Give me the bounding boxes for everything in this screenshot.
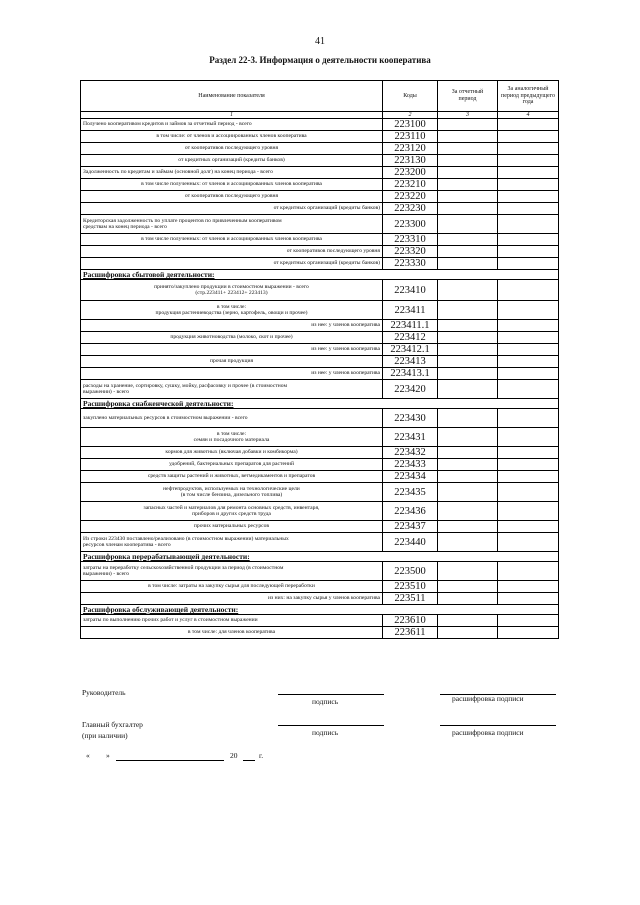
row-label: от кредитных организаций (кредиты банков) [81, 203, 383, 215]
previous-period-cell[interactable] [498, 215, 559, 234]
row-label: в том числе: семян и посадочного материала [81, 428, 383, 447]
date-month-line [116, 760, 224, 761]
table-row [81, 191, 559, 203]
previous-period-cell[interactable] [498, 191, 559, 203]
accountant-label: Главный бухгалтер [82, 720, 143, 729]
column-number-row [81, 112, 559, 119]
row-code: 223411 [383, 301, 438, 320]
row-code: 223220 [383, 191, 438, 203]
previous-period-cell[interactable] [498, 627, 559, 639]
previous-period-cell[interactable] [498, 332, 559, 344]
current-period-cell[interactable] [438, 368, 498, 380]
row-label: из них: на закупку сырья у членов кооператива [81, 593, 383, 605]
table-row [81, 533, 559, 552]
current-period-cell[interactable] [438, 301, 498, 320]
current-period-cell[interactable] [438, 428, 498, 447]
table-row [81, 428, 559, 447]
table-row [81, 521, 559, 533]
current-period-cell[interactable] [438, 521, 498, 533]
table-row [81, 483, 559, 502]
row-code: 223437 [383, 521, 438, 533]
date-year-prefix: 20 [230, 751, 238, 760]
section-title: Расшифровка перерабатывающей деятельности: [81, 552, 559, 562]
previous-period-cell[interactable] [498, 356, 559, 368]
previous-period-cell[interactable] [498, 471, 559, 483]
section-title: Расшифровка снабженческой деятельности: [81, 399, 559, 409]
current-period-cell[interactable] [438, 143, 498, 155]
row-code: 223420 [383, 380, 438, 399]
row-label: затраты на переработку сельскохозяйственной продукции за период (в стоимостном выражении) - всего [81, 562, 383, 581]
previous-period-cell[interactable] [498, 581, 559, 593]
table-row [81, 471, 559, 483]
section-header-row [81, 552, 559, 562]
current-period-cell[interactable] [438, 409, 498, 428]
table-row [81, 459, 559, 471]
section-title: Расшифровка сбытовой деятельности: [81, 270, 559, 280]
row-code: 223413.1 [383, 368, 438, 380]
row-label: из нее: у членов кооператива [81, 368, 383, 380]
table-row [81, 203, 559, 215]
current-period-cell[interactable] [438, 155, 498, 167]
current-period-cell[interactable] [438, 258, 498, 270]
row-code: 223110 [383, 131, 438, 143]
current-period-cell[interactable] [438, 459, 498, 471]
row-code: 223120 [383, 143, 438, 155]
current-period-cell[interactable] [438, 179, 498, 191]
row-label: Кредиторская задолженность по уплате процентов по привлеченным кооперативом средствам на конец периода - всего [81, 215, 383, 234]
row-code: 223510 [383, 581, 438, 593]
row-label: в том числе полученных: от членов и ассоциированных членов кооператива [81, 179, 383, 191]
row-label: от кооперативов последующего уровня [81, 191, 383, 203]
previous-period-cell[interactable] [498, 428, 559, 447]
table-row [81, 344, 559, 356]
row-label: продукция животноводства (молоко, скот и прочее) [81, 332, 383, 344]
previous-period-cell[interactable] [498, 131, 559, 143]
previous-period-cell[interactable] [498, 593, 559, 605]
current-period-cell[interactable] [438, 502, 498, 521]
current-period-cell[interactable] [438, 471, 498, 483]
current-period-cell[interactable] [438, 119, 498, 131]
row-code: 223210 [383, 179, 438, 191]
col-number: 1 [81, 112, 383, 119]
previous-period-cell[interactable] [498, 368, 559, 380]
row-code: 223434 [383, 471, 438, 483]
previous-period-cell[interactable] [498, 502, 559, 521]
previous-period-cell[interactable] [498, 119, 559, 131]
row-code: 223320 [383, 246, 438, 258]
table-row [81, 143, 559, 155]
row-code: 223430 [383, 409, 438, 428]
section-header-row [81, 399, 559, 409]
previous-period-cell[interactable] [498, 167, 559, 179]
col-number: 2 [383, 112, 438, 119]
accountant-decoding-line [440, 725, 556, 726]
accountant-signature-line [278, 725, 384, 726]
row-label: от кредитных организаций (кредиты банков) [81, 155, 383, 167]
table-row [81, 562, 559, 581]
table-row [81, 246, 559, 258]
row-code: 223440 [383, 533, 438, 552]
row-label: прочая продукция [81, 356, 383, 368]
row-label: нефтепродуктов, используемых на технологические цели (в том числе бензина, дизельного топлива) [81, 483, 383, 502]
current-period-cell[interactable] [438, 380, 498, 399]
current-period-cell[interactable] [438, 344, 498, 356]
row-label: закуплено материальных ресурсов в стоимостном выражении - всего [81, 409, 383, 428]
row-label: затраты по выполнению прочих работ и услуг в стоимостном выражении [81, 615, 383, 627]
section-header-row [81, 270, 559, 280]
table-row [81, 179, 559, 191]
previous-period-cell[interactable] [498, 483, 559, 502]
row-label: Из строки 223430 поставлено/реализовано (в стоимостном выражении) материальных ресурсов членам кооператива - всего [81, 533, 383, 552]
previous-period-cell[interactable] [498, 301, 559, 320]
table-row [81, 119, 559, 131]
table-row [81, 627, 559, 639]
row-code: 223411.1 [383, 320, 438, 332]
row-label: средств защиты растений и животных, ветмедикаментов и препаратов [81, 471, 383, 483]
accountant-note: (при наличии) [82, 731, 128, 740]
previous-period-cell[interactable] [498, 203, 559, 215]
table-row [81, 615, 559, 627]
row-label: Получено кооперативом кредитов и займов за отчетный период - всего [81, 119, 383, 131]
table-row [81, 380, 559, 399]
table-row [81, 368, 559, 380]
previous-period-cell[interactable] [498, 533, 559, 552]
row-label: в том числе полученных: от членов и ассоциированных членов кооператива [81, 234, 383, 246]
row-label: из нее: у членов кооператива [81, 320, 383, 332]
previous-period-cell[interactable] [498, 447, 559, 459]
row-code: 223436 [383, 502, 438, 521]
row-code: 223435 [383, 483, 438, 502]
row-code: 223100 [383, 119, 438, 131]
previous-period-cell[interactable] [498, 155, 559, 167]
row-code: 223200 [383, 167, 438, 179]
row-code: 223611 [383, 627, 438, 639]
table-row [81, 409, 559, 428]
section-header-row [81, 605, 559, 615]
row-label: кормов для животных (включая добавки и комбикорма) [81, 447, 383, 459]
row-code: 223412.1 [383, 344, 438, 356]
row-label: от кооперативов последующего уровня [81, 143, 383, 155]
table-row [81, 155, 559, 167]
head-signature-line [278, 694, 384, 695]
row-code: 223432 [383, 447, 438, 459]
head-label: Руководитель [82, 688, 126, 697]
current-period-cell[interactable] [438, 215, 498, 234]
activity-table [80, 80, 559, 639]
current-period-cell[interactable] [438, 246, 498, 258]
previous-period-cell[interactable] [498, 258, 559, 270]
table-header-row [81, 81, 559, 112]
current-period-cell[interactable] [438, 483, 498, 502]
accountant-decoding-caption: расшифровка подписи [452, 728, 524, 737]
table-row [81, 234, 559, 246]
previous-period-cell[interactable] [498, 280, 559, 301]
date-quote-open: « [86, 751, 90, 760]
table-row [81, 593, 559, 605]
table-row [81, 447, 559, 459]
current-period-cell[interactable] [438, 320, 498, 332]
accountant-signature-caption: подпись [312, 728, 339, 737]
table-row [81, 332, 559, 344]
previous-period-cell[interactable] [498, 234, 559, 246]
previous-period-cell[interactable] [498, 179, 559, 191]
previous-period-cell[interactable] [498, 143, 559, 155]
row-label: принято/закуплено продукции в стоимостном выражении - всего (стр.223411+ 223412+ 223413) [81, 280, 383, 301]
table-row [81, 258, 559, 270]
current-period-cell[interactable] [438, 581, 498, 593]
col-header-code: Коды [383, 81, 438, 112]
row-label: от кредитных организаций (кредиты банков) [81, 258, 383, 270]
current-period-cell[interactable] [438, 131, 498, 143]
current-period-cell[interactable] [438, 280, 498, 301]
row-label: расходы на хранение, сортировку, сушку, мойку, расфасовку и прочее (в стоимостном выражении) - всего [81, 380, 383, 399]
col-number: 4 [498, 112, 559, 119]
previous-period-cell[interactable] [498, 459, 559, 471]
current-period-cell[interactable] [438, 627, 498, 639]
row-code: 223230 [383, 203, 438, 215]
current-period-cell[interactable] [438, 356, 498, 368]
current-period-cell[interactable] [438, 167, 498, 179]
row-code: 223300 [383, 215, 438, 234]
col-header-current: За отчетный период [438, 81, 498, 112]
col-header-name: Наименование показателя [81, 81, 383, 112]
previous-period-cell[interactable] [498, 344, 559, 356]
head-decoding-caption: расшифровка подписи [452, 694, 524, 703]
table-row [81, 167, 559, 179]
row-label: Задолженность по кредитам и займам (основной долг) на конец периода - всего [81, 167, 383, 179]
row-code: 223410 [383, 280, 438, 301]
table-row [81, 301, 559, 320]
date-year-line [243, 760, 255, 761]
table-row [81, 131, 559, 143]
row-label: от кооперативов последующего уровня [81, 246, 383, 258]
row-label: прочих материальных ресурсов [81, 521, 383, 533]
date-quote-close: » [106, 751, 110, 760]
row-code: 223330 [383, 258, 438, 270]
previous-period-cell[interactable] [498, 320, 559, 332]
current-period-cell[interactable] [438, 447, 498, 459]
page-number: 41 [315, 36, 325, 47]
previous-period-cell[interactable] [498, 246, 559, 258]
current-period-cell[interactable] [438, 615, 498, 627]
row-label: в том числе: для членов кооператива [81, 627, 383, 639]
row-code: 223413 [383, 356, 438, 368]
current-period-cell[interactable] [438, 533, 498, 552]
row-code: 223431 [383, 428, 438, 447]
table-row [81, 320, 559, 332]
table-row [81, 502, 559, 521]
row-code: 223433 [383, 459, 438, 471]
table-row [81, 581, 559, 593]
previous-period-cell[interactable] [498, 409, 559, 428]
row-code: 223610 [383, 615, 438, 627]
row-label: удобрений, бактериальных препаратов для растений [81, 459, 383, 471]
current-period-cell[interactable] [438, 203, 498, 215]
table-row [81, 356, 559, 368]
section-title: Раздел 22-3. Информация о деятельности кооператива [209, 55, 431, 65]
table-row [81, 215, 559, 234]
previous-period-cell[interactable] [498, 380, 559, 399]
previous-period-cell[interactable] [498, 562, 559, 581]
table-row [81, 280, 559, 301]
current-period-cell[interactable] [438, 332, 498, 344]
row-code: 223500 [383, 562, 438, 581]
head-signature-caption: подпись [312, 697, 339, 706]
current-period-cell[interactable] [438, 593, 498, 605]
row-code: 223130 [383, 155, 438, 167]
previous-period-cell[interactable] [498, 521, 559, 533]
col-header-previous: За аналогичный период предыдущего года [498, 81, 559, 112]
section-title: Расшифровка обслуживающей деятельности: [81, 605, 559, 615]
row-label: из нее: у членов кооператива [81, 344, 383, 356]
col-number: 3 [438, 112, 498, 119]
current-period-cell[interactable] [438, 234, 498, 246]
date-suffix: г. [259, 751, 264, 760]
current-period-cell[interactable] [438, 191, 498, 203]
row-code: 223511 [383, 593, 438, 605]
current-period-cell[interactable] [438, 562, 498, 581]
row-label: запасных частей и материалов для ремонта основных средств, инвентаря, приборов и других средств труда [81, 502, 383, 521]
row-label: в том числе: затраты на закупку сырья для последующей переработки [81, 581, 383, 593]
row-code: 223412 [383, 332, 438, 344]
previous-period-cell[interactable] [498, 615, 559, 627]
row-label: в том числе: от членов и ассоциированных членов кооператива [81, 131, 383, 143]
row-label: в том числе: продукция растениеводства (зерно, картофель, овощи и прочее) [81, 301, 383, 320]
row-code: 223310 [383, 234, 438, 246]
